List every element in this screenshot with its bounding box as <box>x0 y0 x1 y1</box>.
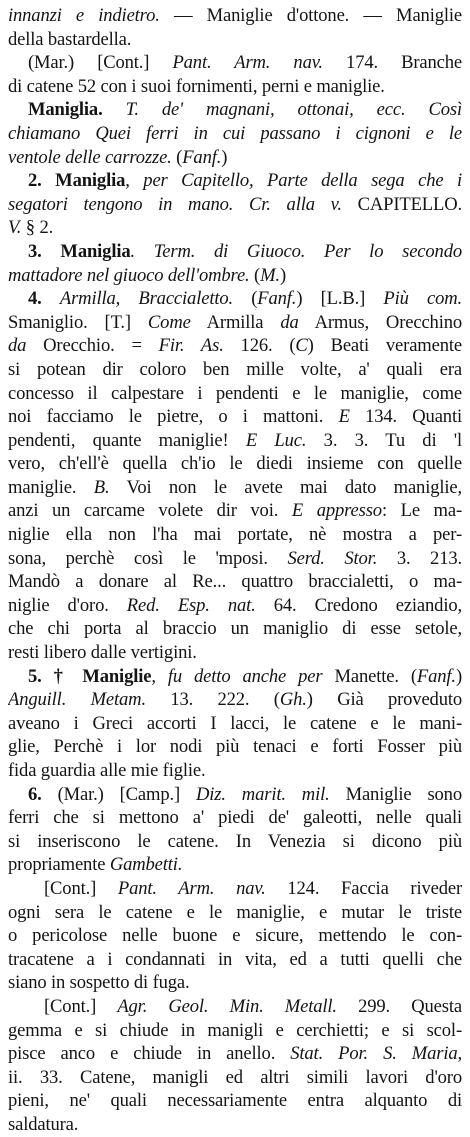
italic-text: , fu detto anche per <box>151 665 323 687</box>
line-text: 124. Faccia riveder <box>265 877 462 899</box>
bold-text: 4. <box>28 288 42 310</box>
text-line <box>8 4 462 28</box>
italic-text: E appresso <box>291 500 382 522</box>
line-text: 134. Quanti <box>349 406 462 428</box>
text-line <box>8 51 462 75</box>
text-line <box>8 476 462 500</box>
text-line <box>8 146 462 170</box>
line-text: [Cont.] <box>44 877 118 899</box>
line-text: Armus, Orecchino <box>298 311 462 333</box>
line-text: ) Già proveduto <box>306 689 462 711</box>
line-text: niglie ella non l'ha mai portate, nè mostra a per- <box>8 524 462 546</box>
line-text: ferri che si mettono a' piedi de' galeotti, nelle quali <box>8 807 462 829</box>
line-text: 64. Credono eziandio, <box>255 594 462 616</box>
text-line <box>8 1066 462 1090</box>
italic-text: M. <box>260 264 280 286</box>
text-line <box>8 712 462 736</box>
text-line <box>8 98 462 122</box>
italic-text: Pant. Arm. nav. <box>172 52 323 74</box>
line-text: gemma e si chiude in manigli e cerchietti; e si scol- <box>8 1019 462 1041</box>
text-line <box>8 547 462 571</box>
line-text: Maniglie sono <box>329 783 462 805</box>
text-line <box>8 735 462 759</box>
text-line <box>8 264 462 288</box>
line-text: siano in sospetto di fuga. <box>8 972 190 994</box>
text-line <box>8 617 462 641</box>
text-line <box>8 995 462 1019</box>
bold-text: Maniglia. <box>28 99 103 121</box>
line-text: pisce anco e chiude in anello. <box>8 1043 291 1065</box>
bold-text: 2. Maniglia <box>28 170 126 192</box>
line-text: Manette. ( <box>322 665 417 687</box>
text-line <box>8 405 462 429</box>
line-text: ( <box>171 146 183 168</box>
text-line <box>8 287 462 311</box>
line-text: si potean dir coloro ben mille volte, a' quali era <box>8 358 462 380</box>
line-text: ) Beati veramente <box>307 335 462 357</box>
line-text: ii. 33. Catene, manigli ed altri simili lavori d'oro <box>8 1066 462 1088</box>
text-line <box>8 122 462 146</box>
line-text: ( <box>233 288 258 310</box>
line-text: maniglie. <box>8 476 94 498</box>
text-line <box>8 523 462 547</box>
text-line <box>8 193 462 217</box>
text-line <box>8 1113 462 1137</box>
line-text: 13. 222. ( <box>145 689 280 711</box>
text-line <box>8 901 462 925</box>
text-line <box>8 877 462 901</box>
italic-text: , per Capitello, Parte della sega che i <box>125 170 462 192</box>
italic-text: E <box>338 406 350 428</box>
line-text: ( <box>249 264 261 286</box>
line-text: pendenti, quante maniglie! <box>8 429 246 451</box>
italic-text: Armilla, Braccialetto. <box>59 288 233 310</box>
italic-text: Gh. <box>279 689 307 711</box>
line-text: propriamente <box>8 854 110 876</box>
line-text: ) <box>279 264 286 286</box>
text-line <box>8 216 462 240</box>
text-line <box>8 1042 462 1066</box>
line-text: di catene 52 con i suoi fornimenti, perni e maniglie. <box>8 75 385 97</box>
line-text: § 2. <box>21 217 54 239</box>
line-text: si inseriscono le catene. In Venezia si dicono più <box>8 830 462 852</box>
text-line <box>8 806 462 830</box>
bold-text: 5. † Maniglie <box>28 665 152 687</box>
line-text: o pericolose nelle buone e sicure, mettendo le con- <box>8 925 462 947</box>
line-text <box>42 288 60 309</box>
line-text: Smaniglio. [T.] <box>8 311 148 333</box>
line-text: (Mar.) [Cont.] <box>28 52 173 74</box>
text-line <box>8 641 462 665</box>
line-text: saldatura. <box>8 1113 79 1135</box>
text-line <box>8 830 462 854</box>
line-text: tracatene a i condannati in vita, ed a tutti quelli che <box>8 948 462 970</box>
line-text: CAPITELLO. <box>341 193 462 215</box>
text-line <box>8 382 462 406</box>
italic-text: Fir. As. <box>158 335 224 357</box>
italic-text: C <box>295 335 308 357</box>
line-text: (Mar.) [Camp.] <box>41 783 196 805</box>
line-text: Mandò a donare al Re... quattro braccialetti, o ma- <box>8 571 462 593</box>
italic-text: Fanf. <box>182 146 222 168</box>
line-text: Voi non le avete mai dato maniglie, <box>109 476 462 498</box>
line-text: noi facciamo le pietre, o i mattoni. <box>8 406 339 428</box>
italic-text: segatori tengono in mano. Cr. alla v. <box>8 193 342 215</box>
italic-text: B. <box>93 476 110 498</box>
text-line <box>8 971 462 995</box>
text-line <box>8 924 462 948</box>
italic-text: Red. Esp. nat. <box>126 594 256 616</box>
italic-text: da <box>8 335 27 357</box>
line-text: ) <box>221 146 228 168</box>
line-text <box>103 99 126 120</box>
text-line <box>8 1089 462 1113</box>
italic-text: V. <box>8 217 22 239</box>
line-text: : Le ma- <box>381 500 462 522</box>
text-line <box>8 452 462 476</box>
text-line <box>8 783 462 807</box>
italic-text: ventole delle carrozze. <box>8 146 172 168</box>
line-text: fida guardia alle mie figlie. <box>8 760 206 781</box>
text-line <box>8 948 462 972</box>
line-text: — Maniglie d'ottone. — Maniglie <box>159 5 462 26</box>
italic-text: Fanf. <box>416 665 456 687</box>
text-line <box>8 334 462 358</box>
line-text: 299. Questa <box>336 995 462 1017</box>
text-line <box>8 1019 462 1043</box>
italic-text: mattadore nel giuoco dell'ombre. <box>8 264 250 286</box>
text-line <box>8 665 462 689</box>
line-text: 3. 213. <box>377 547 462 569</box>
entry-text <box>8 4 462 1137</box>
italic-text: Pant. Arm. nav. <box>117 877 266 899</box>
line-text: resti libero dalle vertigini. <box>8 642 197 664</box>
line-text: Orecchio. = <box>26 335 159 357</box>
text-line <box>8 75 462 99</box>
italic-text: da <box>280 311 299 333</box>
italic-text: T. de' magnani, ottonai, ecc. Così <box>125 99 462 121</box>
line-text: 3. 3. Tu di 'l <box>306 429 462 451</box>
text-line <box>8 28 462 52</box>
line-text: Armilla <box>190 311 281 333</box>
text-line <box>8 240 462 264</box>
text-line <box>8 594 462 618</box>
italic-text: Fanf. <box>257 288 297 310</box>
line-text: della bastardella. <box>8 28 132 50</box>
line-text: aveano i Greci accorti I lacci, le catene e le mani- <box>8 712 462 734</box>
text-line <box>8 311 462 335</box>
line-text: ) <box>455 665 462 687</box>
line-text: 174. Branche <box>322 52 462 74</box>
line-text: che chi porta al braccio un maniglio di esse setole, <box>8 618 462 640</box>
italic-text: chiamano Quei ferri in cui passano i cignoni e le <box>8 122 462 144</box>
line-text: niglie d'oro. <box>8 594 127 616</box>
text-line <box>8 358 462 382</box>
italic-text: Più com. <box>383 288 462 310</box>
text-line <box>8 759 462 783</box>
line-text: ogni sera le catene e le maniglie, e mutar le triste <box>8 901 462 923</box>
text-line <box>8 429 462 453</box>
italic-text: E Luc. <box>245 429 307 451</box>
italic-text: Anguill. Metam. <box>8 689 146 711</box>
bold-text: 3. Maniglia <box>28 240 131 262</box>
italic-text: Serd. Stor. <box>287 547 378 569</box>
line-text: glie, Perchè i lor nodi più tenaci e forti Fosser più <box>8 736 462 758</box>
italic-text: Agr. Geol. Min. Metall. <box>117 995 337 1017</box>
text-line <box>8 499 462 523</box>
line-text: vero, ch'ell'è quella ch'io le diedi insieme con quelle <box>8 453 462 475</box>
line-text: sona, perchè così le 'mposi. <box>8 547 288 569</box>
text-line <box>8 570 462 594</box>
text-line <box>8 169 462 193</box>
text-line <box>8 688 462 712</box>
italic-text: Gambetti. <box>109 854 183 876</box>
italic-text: Come <box>147 311 191 333</box>
line-text: concesso il calpestare i pendenti e le maniglie, come <box>8 382 462 404</box>
bold-text: 6. <box>28 783 42 805</box>
line-text: anzi un carcame volete dir voi. <box>8 500 292 522</box>
italic-text: . Term. di Giuoco. Per lo secondo <box>130 240 462 262</box>
italic-text: innanzi e indietro. <box>8 5 160 26</box>
text-line <box>8 853 462 877</box>
line-text: ) [L.B.] <box>296 288 384 310</box>
line-text: pieni, ne' quali necessariamente entra alquanto di <box>8 1090 462 1112</box>
line-text: 126. ( <box>223 335 296 357</box>
line-text: [Cont.] <box>44 995 118 1017</box>
italic-text: Diz. marit. mil. <box>195 783 330 805</box>
italic-text: Stat. Por. S. Maria, <box>290 1043 462 1065</box>
